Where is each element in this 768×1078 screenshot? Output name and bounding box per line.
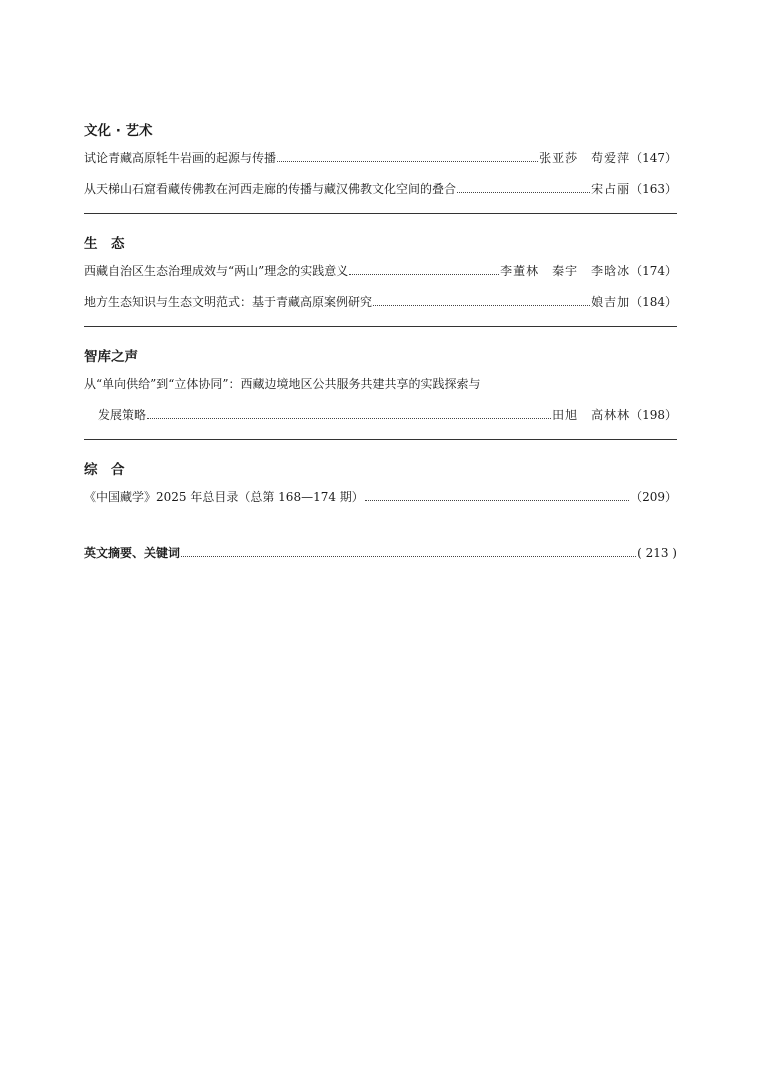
- entry-page: （198）: [630, 408, 677, 422]
- dot-leader: [277, 161, 538, 162]
- toc-entry-line2[interactable]: [84, 406, 677, 437]
- entry-page: （184）: [630, 295, 677, 309]
- table-of-contents: [84, 118, 677, 575]
- entry-page: （147）: [630, 151, 677, 165]
- dot-leader: [181, 556, 636, 557]
- entry-page: （209）: [630, 490, 677, 504]
- toc-entry-abstracts[interactable]: [84, 544, 677, 575]
- section-divider: [84, 213, 677, 214]
- toc-entry[interactable]: [84, 180, 677, 211]
- entry-author: 张亚莎 苟爱萍: [539, 151, 631, 165]
- section-title-think-tank: 智库之声: [84, 349, 138, 365]
- entry-title: 从天梯山石窟看藏传佛教在河西走廊的传播与藏汉佛教文化空间的叠合: [84, 182, 457, 196]
- section-title-culture-art: 文化 · 艺术: [84, 123, 153, 139]
- entry-author: 李董林 秦宇 李晗冰: [500, 264, 631, 278]
- toc-entry[interactable]: [84, 262, 677, 293]
- entry-title-continued: 发展策略: [98, 408, 147, 422]
- dot-leader: [147, 418, 551, 419]
- toc-entry[interactable]: [84, 149, 677, 180]
- entry-page: （174）: [630, 264, 677, 278]
- dot-leader: [373, 305, 590, 306]
- entry-page: ( 213 ): [637, 546, 677, 560]
- section-divider: [84, 439, 677, 440]
- entry-title: 英文摘要、关键词: [84, 546, 181, 560]
- entry-title: 试论青藏高原牦牛岩画的起源与传播: [84, 151, 277, 165]
- entry-title: 从“单向供给”到“立体协同”：西藏边境地区公共服务共建共享的实践探索与: [84, 377, 481, 391]
- toc-entry-line1[interactable]: [84, 375, 677, 406]
- section-title-comprehensive: 综 合: [84, 462, 125, 478]
- entry-author: 田旭 高林林: [552, 408, 631, 422]
- toc-entry[interactable]: [84, 488, 677, 519]
- dot-leader: [349, 274, 499, 275]
- entry-page: （163）: [630, 182, 677, 196]
- toc-entry[interactable]: [84, 293, 677, 324]
- entry-title: 西藏自治区生态治理成效与“两山”理念的实践意义: [84, 264, 349, 278]
- spacer: [84, 519, 677, 544]
- entry-title: 地方生态知识与生态文明范式：基于青藏高原案例研究: [84, 295, 373, 309]
- entry-title: 《中国藏学》2025 年总目录（总第 168—174 期）: [84, 490, 364, 504]
- entry-author: 宋占丽: [591, 182, 631, 196]
- dot-leader: [457, 192, 590, 193]
- entry-author: 娘吉加: [591, 295, 631, 309]
- section-divider: [84, 326, 677, 327]
- section-title-ecology: 生 态: [84, 236, 125, 252]
- dot-leader: [365, 500, 629, 501]
